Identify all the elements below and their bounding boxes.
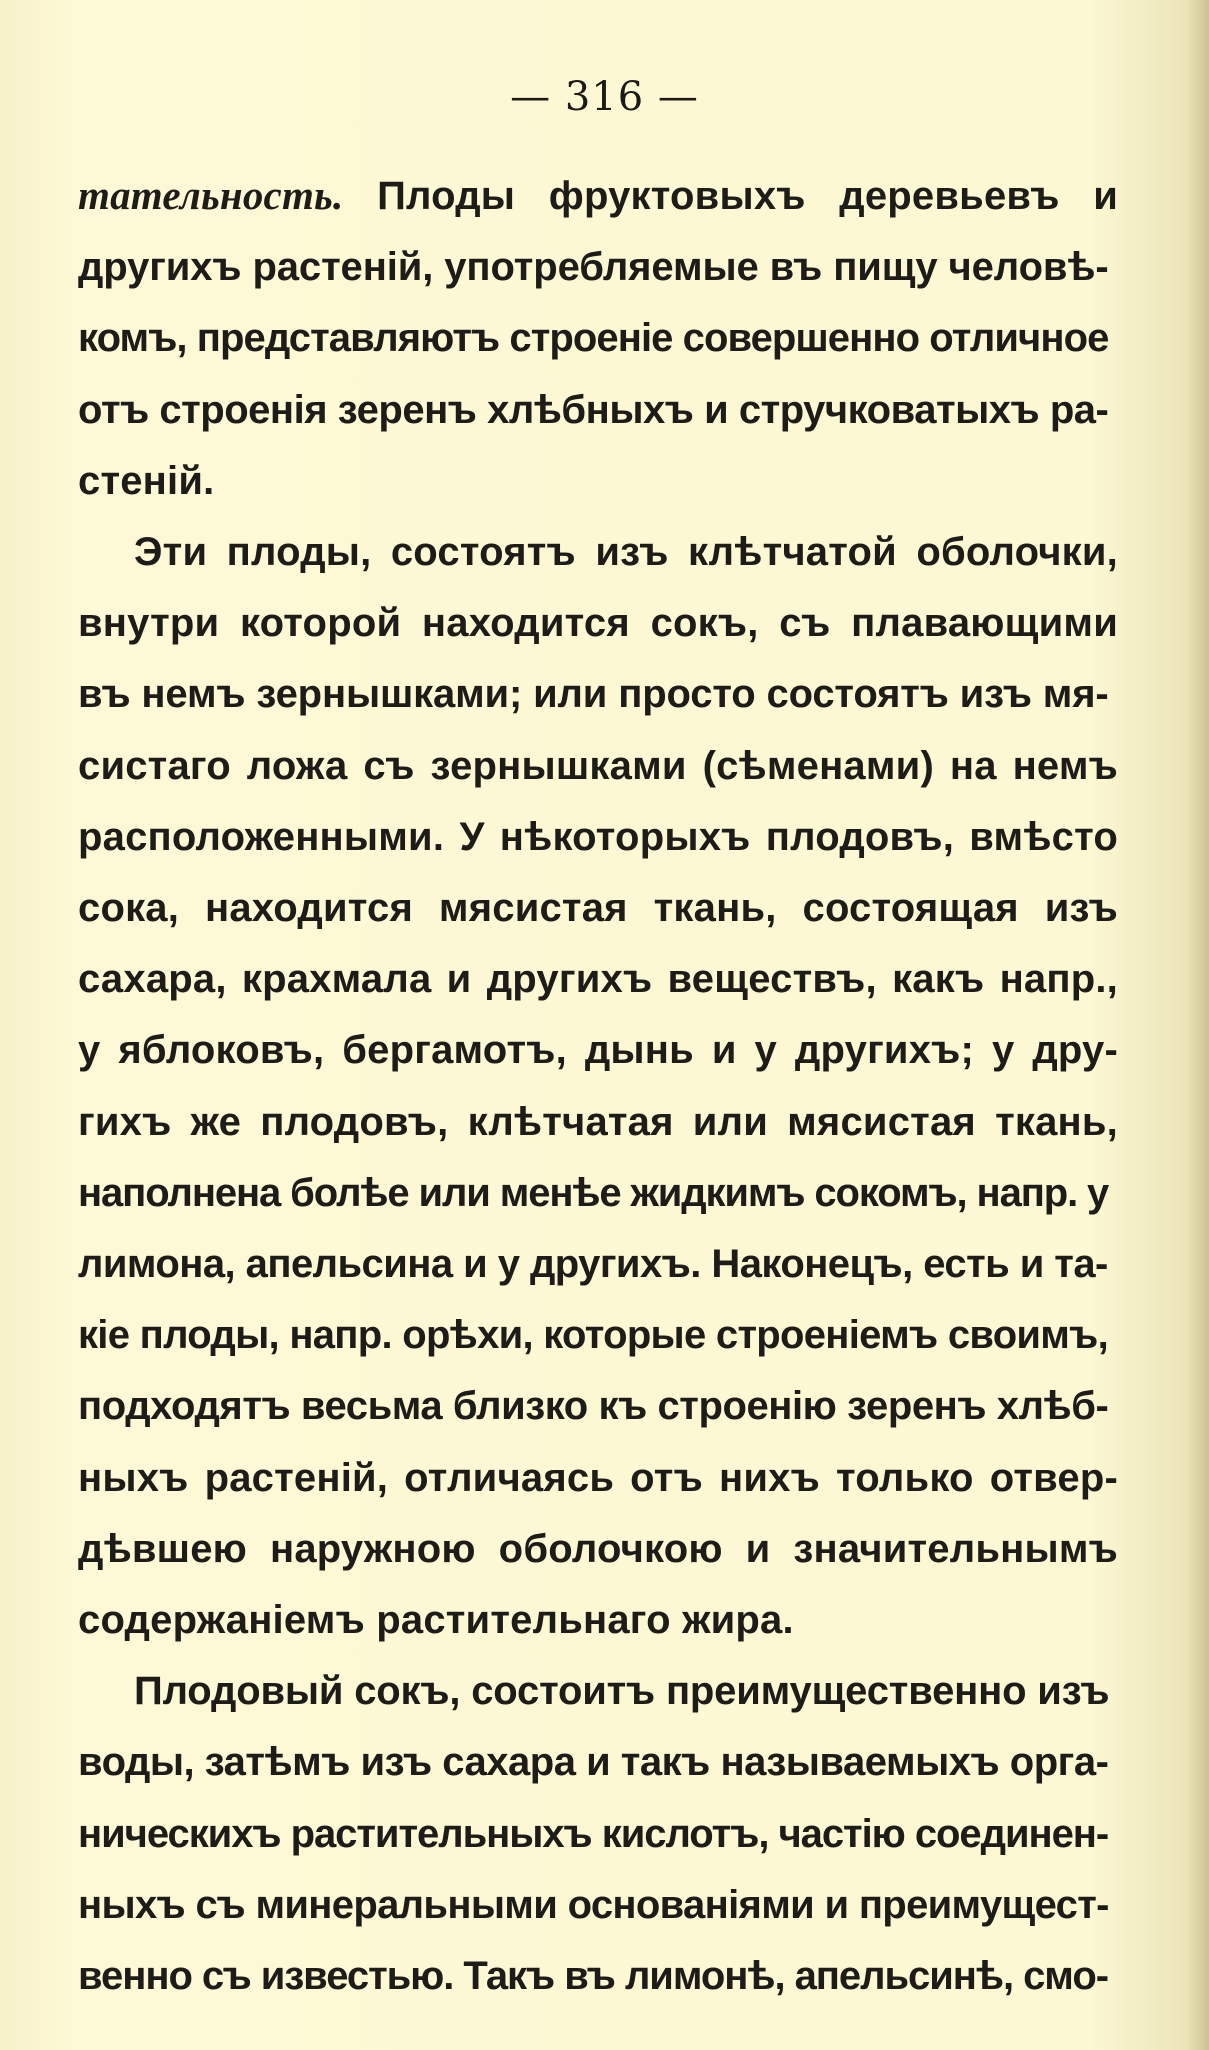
line-text: Эти плоды, состоятъ изъ клѣтчатой оболочки, [134, 530, 1118, 575]
line-text: ныхъ растеній, отличаясь отъ нихъ только отвер- [78, 1455, 1118, 1500]
line-text: содержаніемъ растительнаго жира. [78, 1598, 794, 1643]
text-line [78, 446, 214, 517]
line-text: въ немъ зернышками; или просто состоятъ изъ мя- [78, 672, 1109, 717]
line-text: комъ, представляютъ строеніе совершенно отличное [78, 316, 1109, 361]
text-line [78, 944, 1118, 1015]
line-text: сахара, крахмала и другихъ веществъ, какъ напр., [78, 957, 1118, 1002]
text-line [78, 1087, 1118, 1158]
line-text: воды, затѣмъ изъ сахара и такъ называемыхъ орга- [78, 1740, 1109, 1785]
line-text: отъ строенія зеренъ хлѣбныхъ и стручковатыхъ ра- [78, 387, 1109, 432]
text-line [78, 1443, 1118, 1514]
text-line [78, 1371, 1108, 1442]
text-line [78, 375, 1108, 446]
body-text [78, 160, 1118, 2012]
paragraph-p2 [78, 517, 1118, 1656]
text-line [78, 232, 1109, 303]
line-text: стеній. [78, 458, 215, 503]
text-line [78, 1514, 1118, 1585]
text-line [78, 1656, 1109, 1727]
text-line [78, 873, 1118, 944]
line-text: ническихъ растительныхъ кислотъ, частію соединен- [78, 1811, 1109, 1856]
line-text: наполнена болѣе или менѣе жидкимъ сокомъ, напр. у [78, 1170, 1109, 1215]
line-text: венно съ известью. Такъ въ лимонѣ, апельсинѣ, смо- [78, 1954, 1109, 1999]
line-text: гихъ же плодовъ, клѣтчатая или мясистая ткань, [78, 1099, 1118, 1144]
page-number: — 316 — [510, 74, 699, 120]
text-line [78, 1229, 1108, 1300]
paragraph-p3 [78, 1656, 1118, 2012]
text-line [78, 659, 1109, 730]
page-edge-shadow [1187, 0, 1209, 2050]
text-line [78, 1585, 794, 1656]
text-line [78, 1300, 1108, 1371]
line-text: ныхъ съ минеральными основаніями и преимущест- [78, 1882, 1109, 1927]
text-line [78, 1870, 1109, 1941]
text-line [78, 1158, 1108, 1229]
italic-word: тательность. [78, 172, 344, 218]
line-text: сока, находится мясистая ткань, состоящая изъ [78, 886, 1118, 931]
text-line [78, 517, 1118, 588]
line-text: внутри которой находится сокъ, съ плавающими [78, 601, 1118, 646]
text-line [78, 1941, 1108, 2012]
text-line [78, 731, 1118, 802]
line-text: Плоды фруктовыхъ деревьевъ и [343, 174, 1118, 218]
text-line [78, 588, 1118, 659]
line-text: систаго ложа съ зернышками (сѣменами) на немъ [78, 743, 1118, 788]
text-line [78, 1727, 1108, 1798]
text-line [78, 802, 1118, 873]
text-line [78, 303, 1108, 374]
line-text: лимона, апельсина и у другихъ. Наконецъ, есть и та- [78, 1242, 1108, 1287]
line-text: расположенными. У нѣкоторыхъ плодовъ, вмѣсто [78, 814, 1118, 859]
paragraph-p1 [78, 160, 1118, 517]
line-text: другихъ растеній, употребляемые въ пищу человѣ- [78, 245, 1109, 290]
line-text: дѣвшею наружною оболочкою и значительнымъ [78, 1526, 1118, 1571]
line-text: Плодовый сокъ, состоитъ преимущественно изъ [134, 1669, 1110, 1714]
text-line [78, 1799, 1108, 1870]
line-text: кіе плоды, напр. орѣхи, которые строеніемъ своимъ, [78, 1313, 1109, 1358]
line-text: у яблоковъ, бергамотъ, дынь и у другихъ; у дру- [78, 1028, 1118, 1073]
line-text: подходятъ весьма близко къ строенію зеренъ хлѣб- [78, 1384, 1109, 1429]
text-line [78, 160, 1118, 232]
text-line [78, 1015, 1118, 1086]
